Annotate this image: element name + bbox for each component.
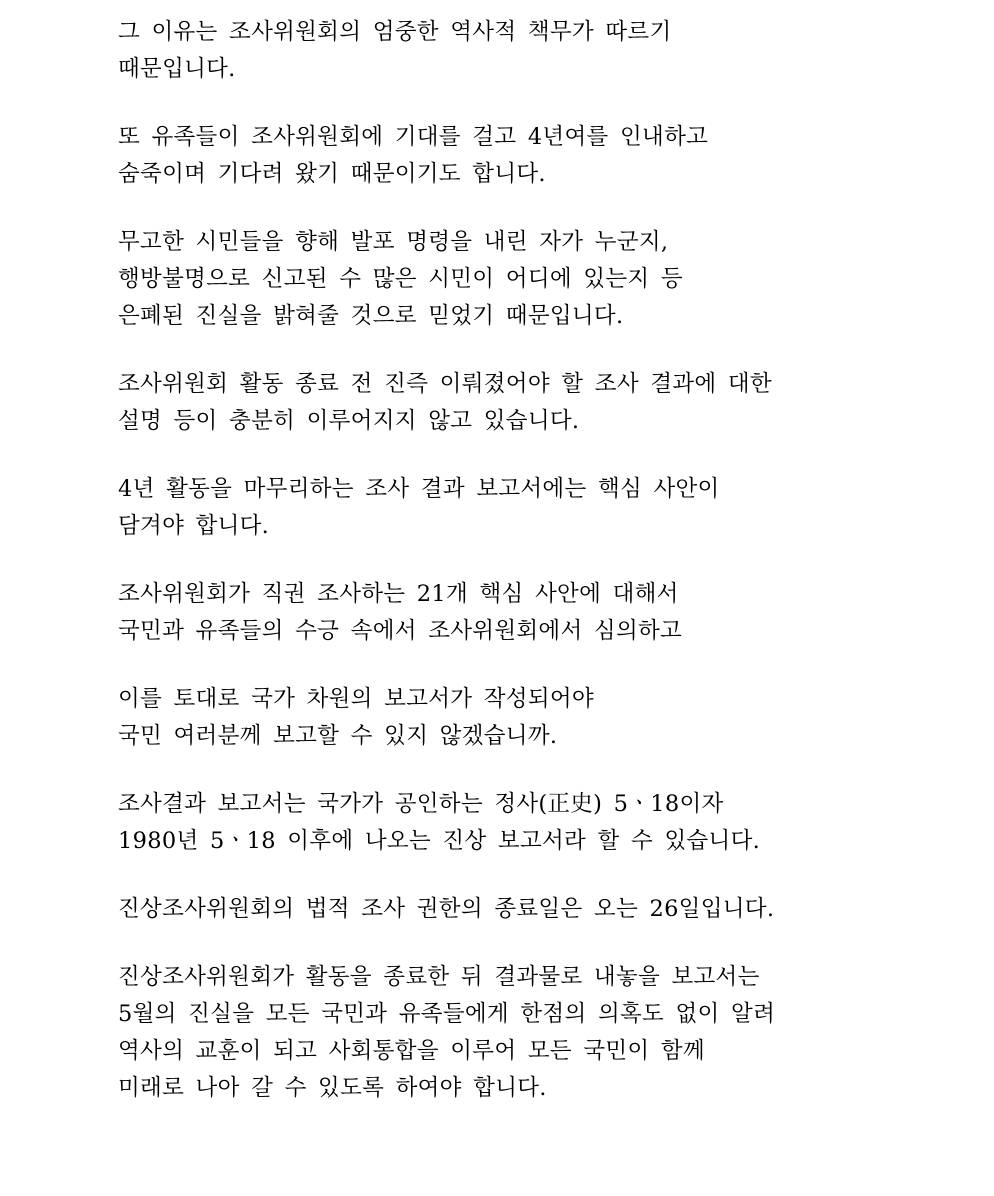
- text-line: 조사위원회 활동 종료 전 진즉 이뤄졌어야 할 조사 결과에 대한: [118, 371, 772, 397]
- text-line: 은폐된 진실을 밝혀줄 것으로 믿었기 때문입니다.: [118, 303, 624, 329]
- paragraph: [118, 224, 978, 335]
- text-line: 국민 여러분께 보고할 수 있지 않겠습니까.: [118, 723, 558, 749]
- paragraph: [118, 366, 978, 440]
- text-line: 때문입니다.: [118, 56, 236, 82]
- text-line: 설명 등이 충분히 이루어지지 않고 있습니다.: [118, 408, 580, 434]
- paragraph: [118, 471, 978, 545]
- text-line: 또 유족들이 조사위원회에 기대를 걸고 4년여를 인내하고: [118, 124, 709, 150]
- paragraph: [118, 681, 978, 755]
- paragraph: [118, 786, 978, 860]
- paragraph: [118, 14, 978, 88]
- text-line: 진상조사위원회의 법적 조사 권한의 종료일은 오는 26일입니다.: [118, 896, 775, 922]
- text-line: 조사위원회가 직권 조사하는 21개 핵심 사안에 대해서: [118, 581, 679, 607]
- text-line: 행방불명으로 신고된 수 많은 시민이 어디에 있는지 등: [118, 266, 683, 292]
- paragraph: [118, 576, 978, 650]
- text-line: 진상조사위원회가 활동을 종료한 뒤 결과물로 내놓을 보고서는: [118, 964, 760, 990]
- text-line: 이를 토대로 국가 차원의 보고서가 작성되어야: [118, 686, 594, 712]
- text-line: 국민과 유족들의 수긍 속에서 조사위원회에서 심의하고: [118, 618, 683, 644]
- text-line: 담겨야 합니다.: [118, 513, 270, 539]
- paragraph: [118, 891, 978, 928]
- text-line: 5월의 진실을 모든 국민과 유족들에게 한점의 의혹도 없이 알려: [118, 1001, 776, 1027]
- text-line: 1980년 5ㆍ18 이후에 나오는 진상 보고서라 할 수 있습니다.: [118, 828, 761, 854]
- text-line: 숨죽이며 기다려 왔기 때문이기도 합니다.: [118, 161, 546, 187]
- text-line: 무고한 시민들을 향해 발포 명령을 내린 자가 누군지,: [118, 229, 669, 255]
- text-line: 그 이유는 조사위원회의 엄중한 역사적 책무가 따르기: [118, 19, 672, 45]
- text-line: 4년 활동을 마무리하는 조사 결과 보고서에는 핵심 사안이: [118, 476, 720, 502]
- text-line: 미래로 나아 갈 수 있도록 하여야 합니다.: [118, 1075, 547, 1101]
- text-line: 조사결과 보고서는 국가가 공인하는 정사(正史) 5ㆍ18이자: [118, 791, 724, 817]
- paragraph: [118, 959, 978, 1107]
- paragraph: [118, 119, 978, 193]
- text-line: 역사의 교훈이 되고 사회통합을 이루어 모든 국민이 함께: [118, 1038, 705, 1064]
- document-body: [118, 14, 978, 1107]
